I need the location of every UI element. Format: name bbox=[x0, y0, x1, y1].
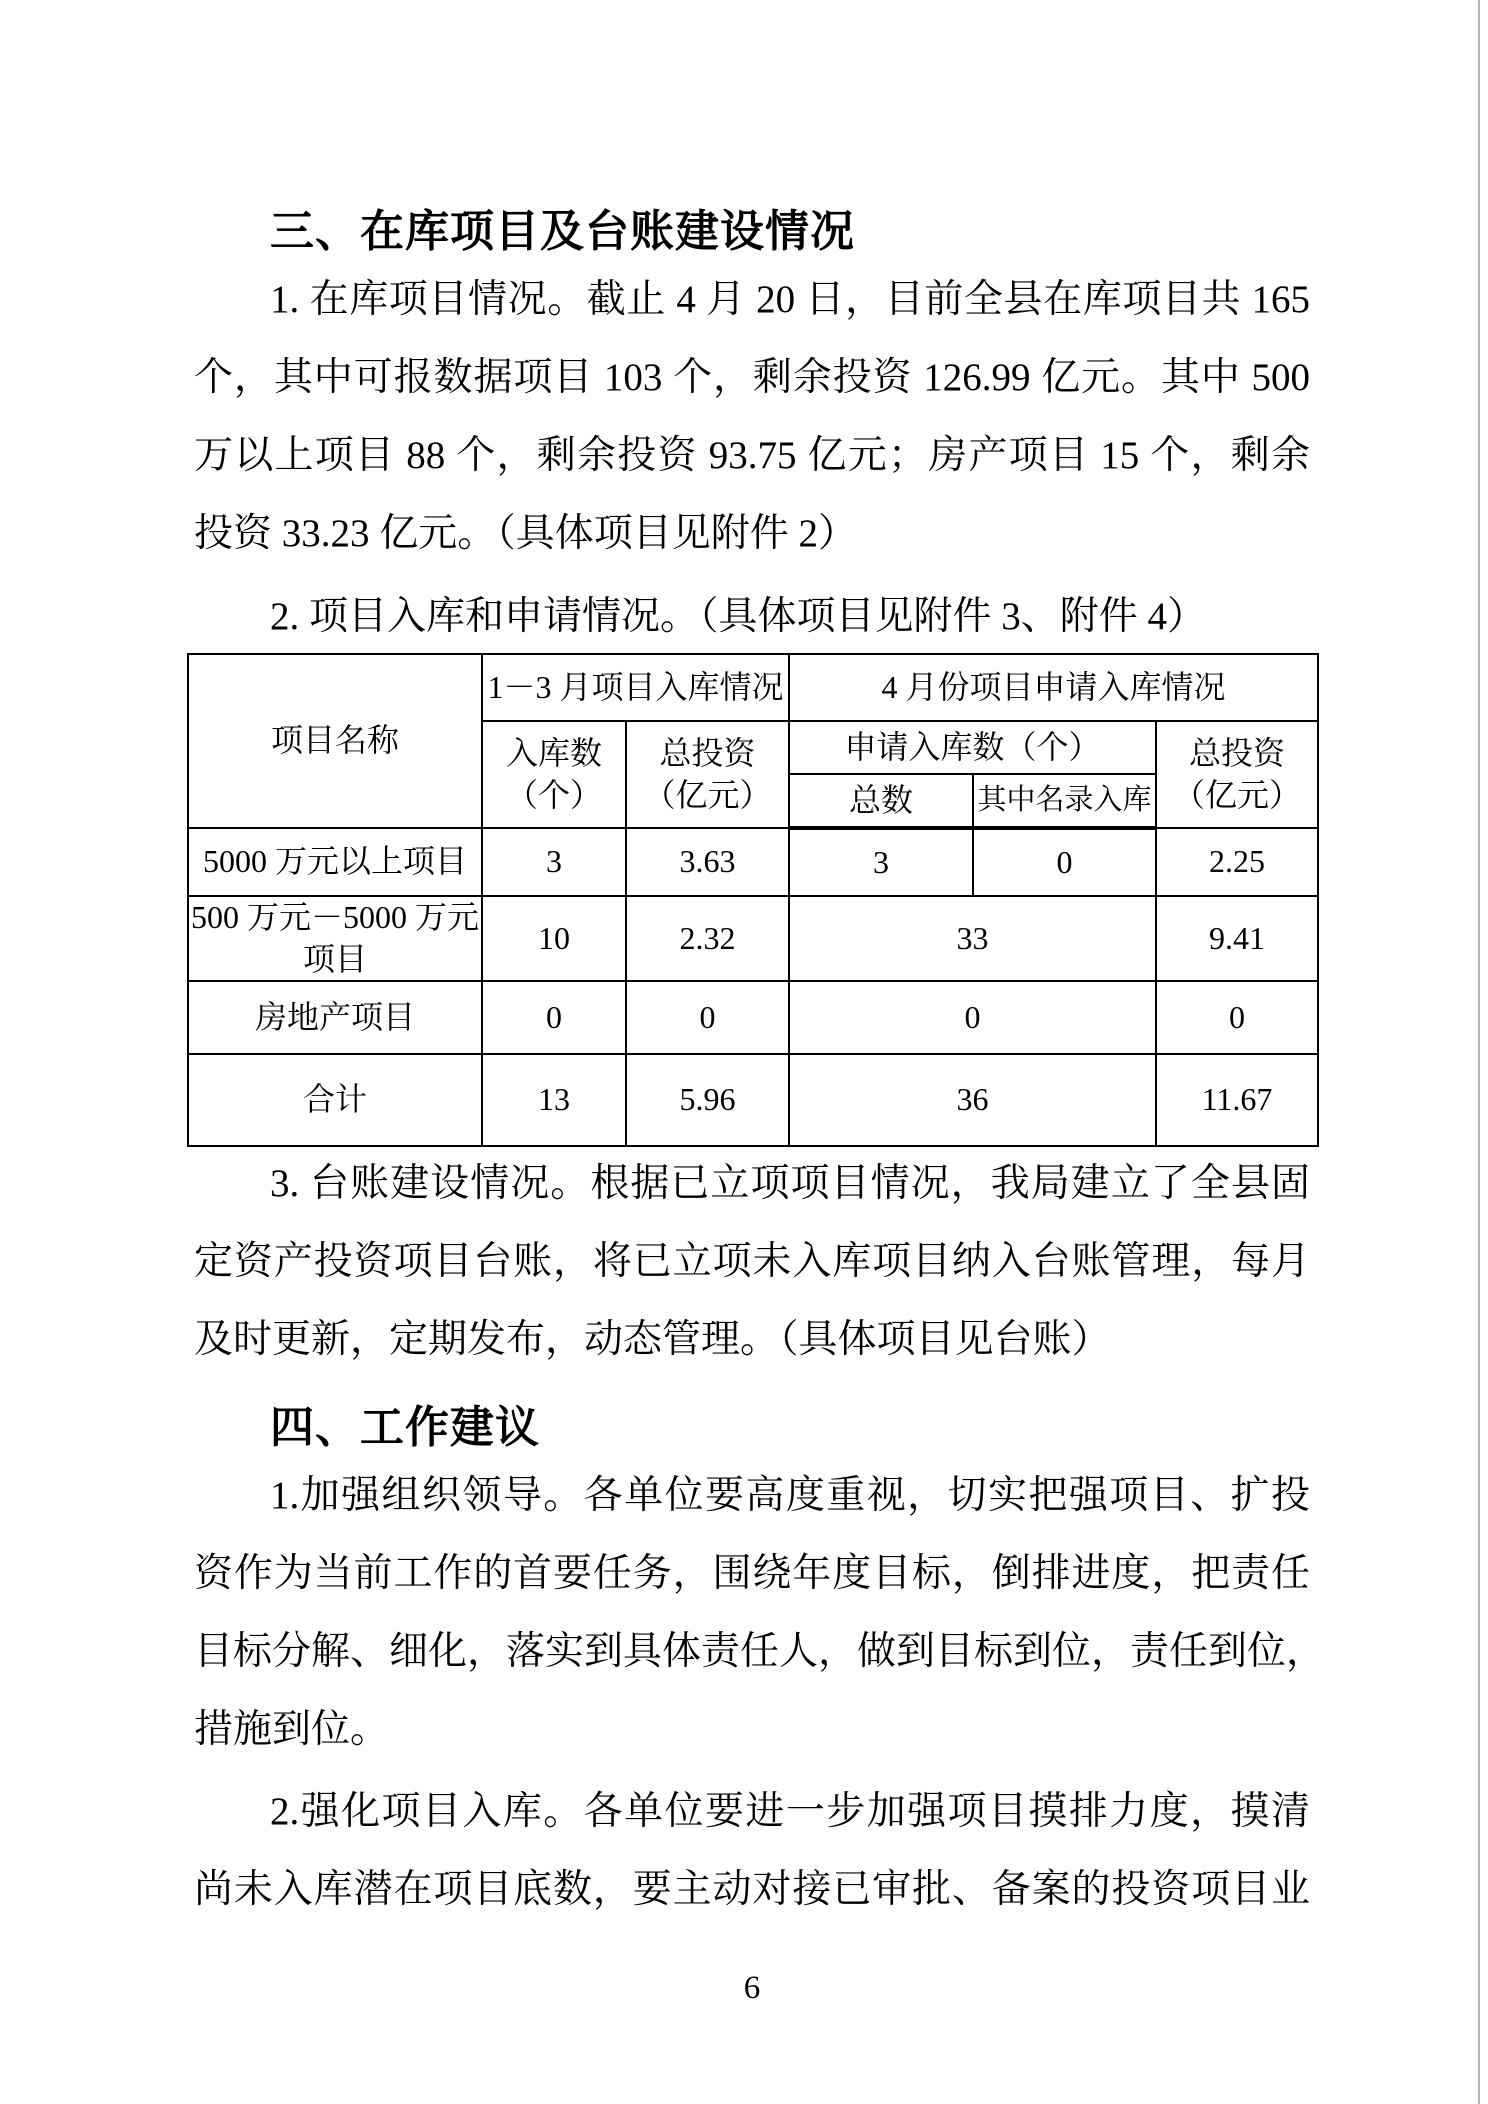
data-cell: 10 bbox=[482, 896, 626, 981]
header-cell-apply-count: 申请入库数（个） bbox=[789, 721, 1156, 774]
text-line: 1.加强组织领导。各单位要高度重视，切实把强项目、扩投 bbox=[270, 1474, 1310, 1518]
data-cell: 0 bbox=[1156, 981, 1318, 1054]
header-cell-total-invest-2: 总投资（亿元） bbox=[1156, 721, 1318, 828]
table-row bbox=[188, 896, 1318, 981]
data-cell: 5.96 bbox=[626, 1054, 789, 1146]
data-cell: 2.32 bbox=[626, 896, 789, 981]
row-label-cell: 500 万元－5000 万元项目 bbox=[188, 896, 482, 981]
row-label-cell: 房地产项目 bbox=[188, 981, 482, 1054]
data-cell: 0 bbox=[626, 981, 789, 1054]
text-line: 及时更新，定期发布，动态管理。（具体项目见台账） bbox=[194, 1318, 1111, 1362]
text-line: 资作为当前工作的首要任务，围绕年度目标，倒排进度，把责任 bbox=[194, 1552, 1310, 1596]
table-row bbox=[188, 981, 1318, 1054]
header-cell-directory: 其中名录入库 bbox=[973, 774, 1156, 828]
page-number: 6 bbox=[743, 1970, 761, 2007]
data-cell: 0 bbox=[482, 981, 626, 1054]
text-line: 1. 在库项目情况。截止 4 月 20 日，目前全县在库项目共 165 bbox=[270, 278, 1310, 321]
text-line: 投资 33.23 亿元。（具体项目见附件 2） bbox=[194, 512, 858, 555]
text-line: 个，其中可报数据项目 103 个，剩余投资 126.99 亿元。其中 500 bbox=[194, 356, 1310, 399]
text-line: 万以上项目 88 个，剩余投资 93.75 亿元；房产项目 15 个，剩余 bbox=[194, 434, 1310, 477]
header-cell-total-invest-1: 总投资（亿元） bbox=[626, 721, 789, 828]
header-cell-in-count: 入库数（个） bbox=[482, 721, 626, 828]
paragraph-strengthen-leadership bbox=[194, 1457, 1326, 1769]
text-line: 尚未入库潜在项目底数，要主动对接已审批、备案的投资项目业 bbox=[194, 1868, 1310, 1912]
data-cell-merged: 33 bbox=[789, 896, 1156, 981]
data-cell: 11.67 bbox=[1156, 1054, 1318, 1146]
page-edge-line bbox=[1478, 0, 1480, 2104]
paragraph-apply-status bbox=[194, 578, 1310, 656]
header-cell-group-april: 4 月份项目申请入库情况 bbox=[789, 654, 1318, 721]
table-row bbox=[188, 828, 1318, 896]
header-cell-total: 总数 bbox=[789, 774, 973, 828]
data-cell: 9.41 bbox=[1156, 896, 1318, 981]
paragraph-ledger-status bbox=[194, 1145, 1310, 1379]
text-line: 措施到位。 bbox=[194, 1708, 390, 1752]
data-cell: 3.63 bbox=[626, 828, 789, 896]
row-label-cell: 合计 bbox=[188, 1054, 482, 1146]
document-content bbox=[0, 203, 1488, 2008]
section-heading-3: 三、在库项目及台账建设情况 bbox=[270, 207, 855, 256]
row-label-cell: 5000 万元以上项目 bbox=[188, 828, 482, 896]
text-line: 2. 项目入库和申请情况。（具体项目见附件 3、附件 4） bbox=[270, 595, 1207, 638]
data-cell-merged: 0 bbox=[789, 981, 1156, 1054]
table-header-row-1 bbox=[188, 654, 1318, 721]
project-entry-table bbox=[187, 653, 1319, 1147]
table-row-total bbox=[188, 1054, 1318, 1146]
text-line: 定资产投资项目台账，将已立项未入库项目纳入台账管理，每月 bbox=[194, 1240, 1310, 1284]
data-cell: 0 bbox=[973, 828, 1156, 896]
data-cell: 2.25 bbox=[1156, 828, 1318, 896]
data-cell-merged: 36 bbox=[789, 1054, 1156, 1146]
section-heading-4: 四、工作建议 bbox=[270, 1403, 540, 1453]
data-cell: 13 bbox=[482, 1054, 626, 1146]
text-line: 2.强化项目入库。各单位要进一步加强项目摸排力度，摸清 bbox=[270, 1790, 1310, 1834]
header-cell-group-jan-mar: 1－3 月项目入库情况 bbox=[482, 654, 789, 721]
data-cell: 3 bbox=[482, 828, 626, 896]
header-cell-project-name: 项目名称 bbox=[188, 654, 482, 828]
text-line: 目标分解、细化，落实到具体责任人，做到目标到位，责任到位， bbox=[194, 1630, 1326, 1674]
paragraph-strengthen-entry bbox=[194, 1773, 1310, 1929]
paragraph-in-library-status bbox=[194, 261, 1310, 573]
data-cell: 3 bbox=[789, 828, 973, 896]
text-line: 3. 台账建设情况。根据已立项项目情况，我局建立了全县固 bbox=[270, 1162, 1310, 1206]
